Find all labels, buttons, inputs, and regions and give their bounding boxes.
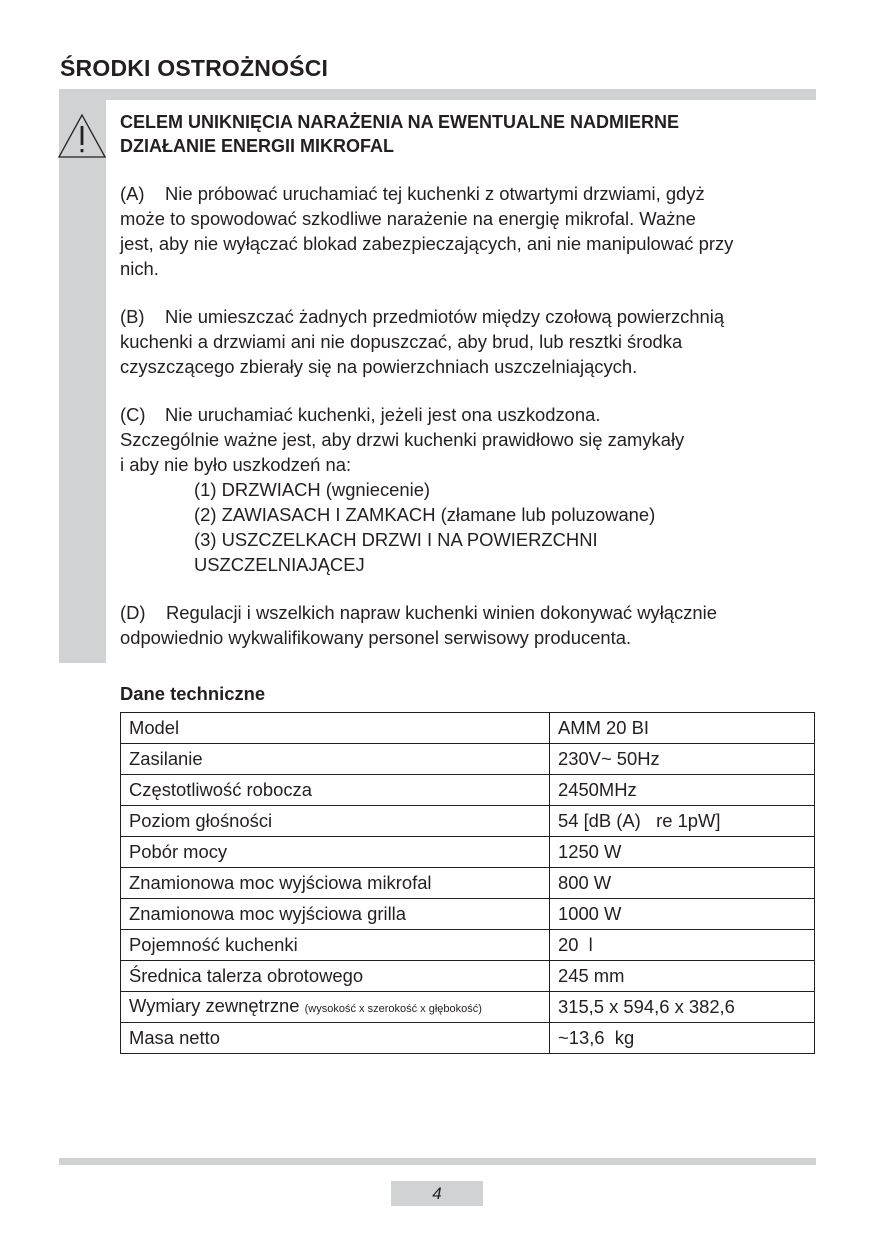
spec-value: AMM 20 BI [550,713,815,744]
spec-label: Model [121,713,550,744]
spec-label: Pojemność kuchenki [121,930,550,961]
table-row [121,868,815,899]
spec-value: 230V~ 50Hz [550,744,815,775]
spec-label: Pobór mocy [121,837,550,868]
paragraph-c-label: (C) [120,404,146,425]
spec-label: Poziom głośności [121,806,550,837]
spec-value: 54 [dB (A) re 1pW] [550,806,815,837]
paragraph-b-line: czyszczącego zbierały się na powierzchniach uszczelniających. [120,356,638,377]
paragraph-d-line: Regulacji i wszelkich napraw kuchenki winien dokonywać wyłącznie [166,602,717,623]
spec-value: 245 mm [550,961,815,992]
paragraph-d-line: odpowiednio wykwalifikowany personel serwisowy producenta. [120,627,632,648]
spec-value: ~13,6 kg [550,1023,815,1054]
spec-value: 315,5 x 594,6 x 382,6 [550,992,815,1023]
spec-label: Średnica talerza obrotowego [121,961,550,992]
spec-value: 1000 W [550,899,815,930]
paragraph-d-label: (D) [120,602,146,623]
paragraph-a-line: Nie próbować uruchamiać tej kuchenki z otwartymi drzwiami, gdyż [165,183,705,204]
table-row [121,992,815,1023]
warning-side-bar [59,100,106,663]
paragraph-c-line: Szczególnie ważne jest, aby drzwi kuchenki prawidłowo się zamykały [120,429,685,450]
spec-label: Masa netto [121,1023,550,1054]
spec-label: Znamionowa moc wyjściowa mikrofal [121,868,550,899]
damage-list-item: (1) DRZWIACH (wgniecenie) [194,479,431,500]
spec-value: 1250 W [550,837,815,868]
damage-list-item: (2) ZAWIASACH I ZAMKACH (złamane lub poluzowane) [194,504,656,525]
paragraph-b-line: kuchenki a drzwiami ani nie dopuszczać, aby brud, lub resztki środka [120,331,683,352]
paragraph-a-label: (A) [120,183,145,204]
warning-heading [120,110,820,158]
bottom-rule [59,1158,816,1165]
spec-label: Zasilanie [121,744,550,775]
warning-heading-line-2: DZIAŁANIE ENERGII MIKROFAL [120,136,394,156]
paragraph-c-line: i aby nie było uszkodzeń na: [120,454,352,475]
dimensions-note: (wysokość x szerokość x głębokość) [304,1002,482,1015]
paragraph-b-line: Nie umieszczać żadnych przedmiotów między czołową powierzchnią [165,306,725,327]
paragraph-a [120,181,820,281]
table-row [121,1023,815,1054]
page-number: 4 [391,1181,483,1206]
spec-label: Wymiary zewnętrzne [129,994,300,1016]
damage-list-item: (3) USZCZELKACH DRZWI I NA POWIERZCHNI [194,529,598,550]
tech-data-title: Dane techniczne [120,683,266,704]
spec-label: Częstotliwość robocza [121,775,550,806]
paragraph-a-line: nich. [120,258,159,279]
paragraph-d [120,600,820,650]
paragraph-c-line: Nie uruchamiać kuchenki, jeżeli jest ona uszkodzona. [165,404,601,425]
spec-label-cell [121,992,550,1023]
warning-heading-line-1: CELEM UNIKNIĘCIA NARAŻENIA NA EWENTUALNE NADMIERNE [120,112,679,132]
spec-label: Znamionowa moc wyjściowa grilla [121,899,550,930]
precautions-content [120,110,820,650]
table-row [121,775,815,806]
paragraph-c [120,402,820,577]
page-title: ŚRODKI OSTROŻNOŚCI [60,55,329,81]
table-row [121,837,815,868]
warning-triangle-icon [57,113,107,159]
paragraph-a-line: może to spowodować szkodliwe narażenie na energię mikrofal. Ważne [120,208,696,229]
paragraph-a-line: jest, aby nie wyłączać blokad zabezpieczających, ani nie manipulować przy [120,233,734,254]
damage-list-item: USZCZELNIAJĄCEJ [194,554,365,575]
table-row [121,713,815,744]
top-rule [59,89,816,100]
spec-value: 2450MHz [550,775,815,806]
paragraph-b [120,304,820,379]
spec-value: 20 l [550,930,815,961]
table-row [121,899,815,930]
tech-data-table [120,712,815,1054]
spec-value: 800 W [550,868,815,899]
table-row [121,744,815,775]
paragraph-b-label: (B) [120,306,145,327]
table-row [121,806,815,837]
table-row [121,930,815,961]
table-row [121,961,815,992]
